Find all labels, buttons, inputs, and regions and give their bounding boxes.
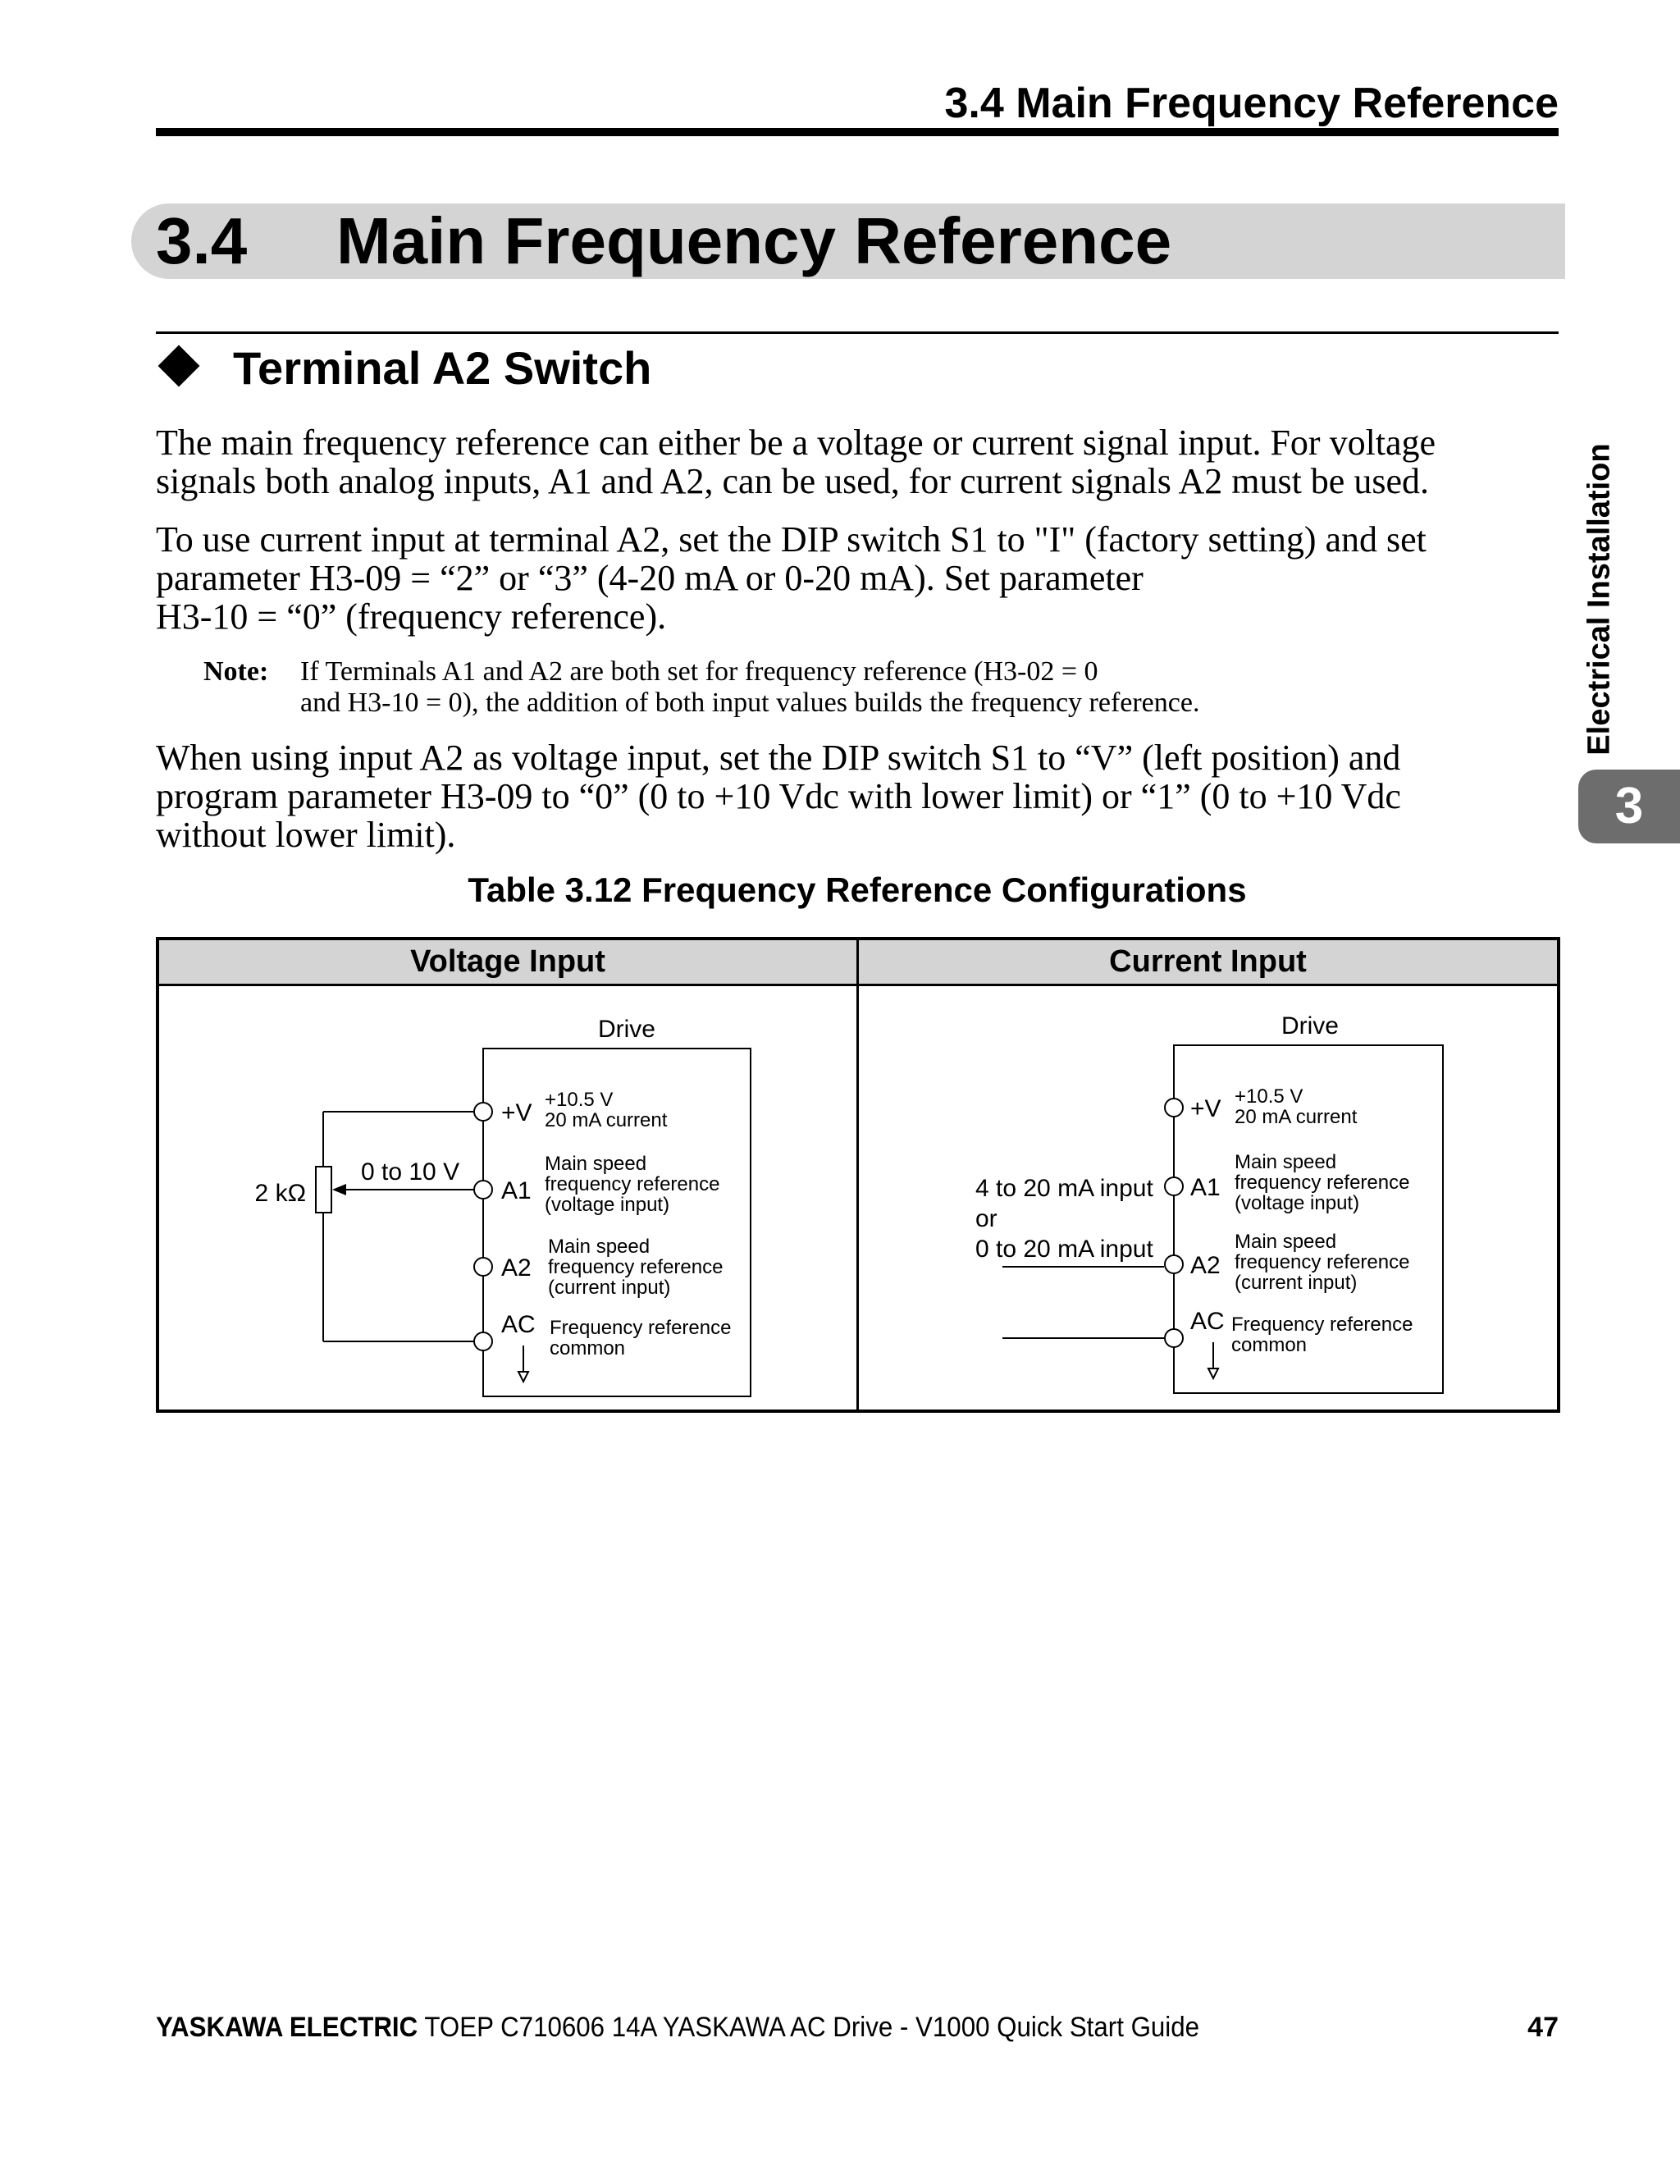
terminal-id-plus-v: +V bbox=[1190, 1095, 1221, 1122]
paragraph-2 bbox=[156, 520, 1567, 636]
paragraph-line: program parameter H3-09 to “0” (0 to +10 Vdc with lower limit) or “1” (0 to +10 Vdc bbox=[156, 776, 1401, 816]
terminal-desc: frequency reference bbox=[548, 1256, 724, 1278]
section-number: 3.4 bbox=[156, 204, 248, 277]
ground-symbol-icon bbox=[1208, 1368, 1218, 1378]
ground-symbol-icon bbox=[518, 1372, 528, 1382]
header-voltage-input: Voltage Input bbox=[159, 940, 856, 986]
frequency-reference-table bbox=[156, 937, 1560, 1413]
chapter-side-label-text: Electrical Installation bbox=[1582, 442, 1617, 756]
terminal-desc: (current input) bbox=[548, 1277, 671, 1299]
note-line: If Terminals A1 and A2 are both set for frequency reference (H3-02 = 0 bbox=[300, 656, 1098, 687]
terminal-desc: 20 mA current bbox=[545, 1109, 668, 1131]
header-current-input: Current Input bbox=[859, 940, 1557, 986]
note-text bbox=[300, 656, 1199, 719]
terminal-circle-ac bbox=[474, 1332, 492, 1350]
terminal-desc: Frequency reference bbox=[550, 1317, 732, 1339]
terminal-desc: frequency reference bbox=[545, 1173, 720, 1195]
diamond-bullet-icon bbox=[158, 345, 200, 387]
voltage-input-diagram bbox=[159, 986, 856, 1410]
range-label: 0 to 10 V bbox=[361, 1158, 460, 1186]
terminal-circle-ac bbox=[1165, 1329, 1183, 1347]
input-label: or bbox=[975, 1205, 998, 1232]
footer-brand: YASKAWA ELECTRIC bbox=[156, 2012, 418, 2043]
terminal-circle-plus-v bbox=[1165, 1099, 1183, 1117]
terminal-circle-a1 bbox=[474, 1181, 492, 1199]
terminal-desc: Main speed bbox=[1235, 1231, 1337, 1253]
terminal-desc: (voltage input) bbox=[545, 1194, 670, 1216]
page-number: 47 bbox=[1527, 2012, 1559, 2043]
subsection-rule bbox=[156, 331, 1559, 334]
terminal-id-ac: AC bbox=[1190, 1308, 1225, 1335]
voltage-wiring-diagram bbox=[159, 986, 856, 1410]
current-wiring-diagram bbox=[859, 986, 1557, 1410]
chapter-number-tab: 3 bbox=[1578, 770, 1680, 843]
note-label: Note: bbox=[203, 656, 269, 687]
drive-label: Drive bbox=[1281, 1012, 1340, 1039]
terminal-id-ac: AC bbox=[501, 1311, 536, 1338]
terminal-desc: frequency reference bbox=[1235, 1251, 1410, 1273]
paragraph-line: When using input A2 as voltage input, set the DIP switch S1 to “V” (left position) and bbox=[156, 738, 1401, 778]
terminal-id-a1: A1 bbox=[501, 1177, 532, 1204]
note-line: and H3-10 = 0), the addition of both input values builds the frequency reference. bbox=[300, 688, 1200, 718]
input-label: 4 to 20 mA input bbox=[975, 1175, 1153, 1202]
footer-document-info bbox=[156, 2008, 1199, 2046]
running-header: 3.4 Main Frequency Reference bbox=[944, 80, 1559, 127]
terminal-desc: frequency reference bbox=[1235, 1172, 1410, 1194]
paragraph-line: parameter H3-09 = “2” or “3” (4-20 mA or 0-20 mA). Set parameter bbox=[156, 558, 1144, 598]
current-input-diagram bbox=[859, 986, 1557, 1410]
terminal-desc: Frequency reference bbox=[1231, 1314, 1413, 1336]
terminal-desc: +10.5 V bbox=[545, 1089, 614, 1111]
terminal-circle-plus-v bbox=[474, 1103, 492, 1121]
terminal-desc: common bbox=[1231, 1334, 1308, 1356]
terminal-id-a2: A2 bbox=[501, 1254, 532, 1282]
section-title: Main Frequency Reference bbox=[336, 204, 1172, 277]
terminal-id-a2: A2 bbox=[1190, 1252, 1221, 1279]
terminal-desc: +10.5 V bbox=[1235, 1085, 1303, 1108]
potentiometer-resistor bbox=[316, 1167, 331, 1213]
terminal-id-a1: A1 bbox=[1190, 1174, 1221, 1201]
paragraph-3 bbox=[156, 738, 1567, 854]
terminal-desc: (voltage input) bbox=[1235, 1192, 1360, 1214]
resistor-label: 2 kΩ bbox=[254, 1180, 306, 1207]
input-label: 0 to 20 mA input bbox=[975, 1236, 1153, 1263]
terminal-desc: 20 mA current bbox=[1235, 1106, 1358, 1128]
drive-label: Drive bbox=[597, 1016, 656, 1043]
table-caption: Table 3.12 Frequency Reference Configurations bbox=[468, 870, 1247, 909]
subsection-title: Terminal A2 Switch bbox=[233, 342, 652, 394]
terminal-circle-a2 bbox=[1165, 1255, 1183, 1273]
terminal-desc: (current input) bbox=[1235, 1272, 1358, 1294]
terminal-desc: common bbox=[550, 1337, 626, 1359]
terminal-circle-a2 bbox=[474, 1258, 492, 1276]
wiper-arrow-icon bbox=[332, 1184, 346, 1195]
paragraph-line: The main frequency reference can either be a voltage or current signal input. For voltage bbox=[156, 423, 1436, 463]
paragraph-line: To use current input at terminal A2, set the DIP switch S1 to "I" (factory setting) and set bbox=[156, 519, 1427, 560]
paragraph-line: without lower limit). bbox=[156, 815, 456, 855]
terminal-desc: Main speed bbox=[1235, 1151, 1337, 1173]
terminal-circle-a1 bbox=[1165, 1177, 1183, 1195]
chapter-side-label bbox=[1575, 442, 1624, 756]
header-rule bbox=[156, 128, 1559, 136]
paragraph-1 bbox=[156, 423, 1567, 500]
paragraph-line: signals both analog inputs, A1 and A2, can be used, for current signals A2 must be used. bbox=[156, 461, 1429, 501]
footer-doc-title: TOEP C710606 14A YASKAWA AC Drive - V1000 Quick Start Guide bbox=[424, 2012, 1200, 2043]
terminal-desc: Main speed bbox=[548, 1236, 651, 1258]
paragraph-line: H3-10 = “0” (frequency reference). bbox=[156, 596, 667, 637]
terminal-desc: Main speed bbox=[545, 1153, 647, 1175]
terminal-id-plus-v: +V bbox=[501, 1099, 532, 1126]
